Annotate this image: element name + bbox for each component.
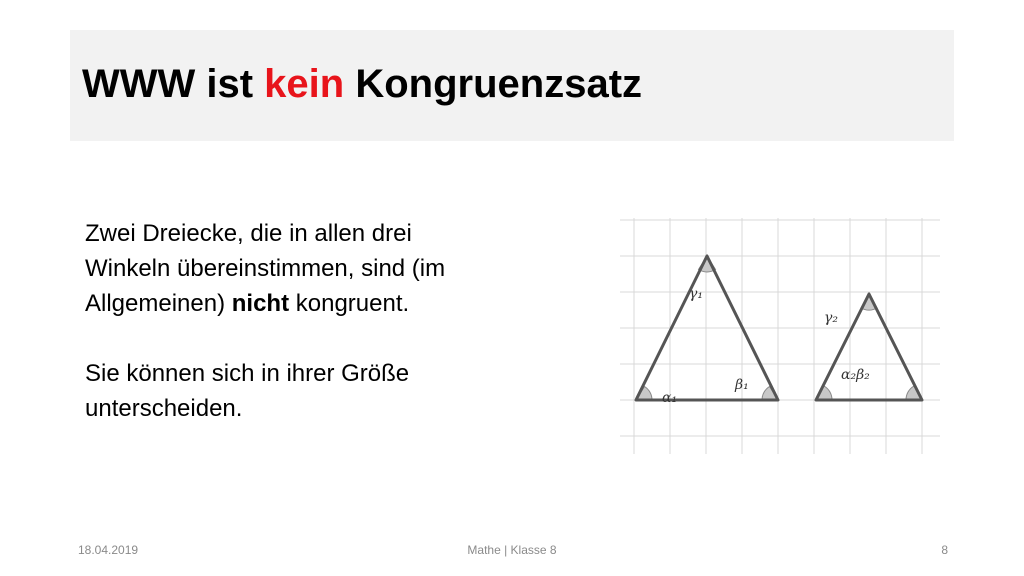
title-band [70, 30, 954, 141]
body-line-4: Sie können sich in ihrer Größe [85, 360, 410, 387]
label-gamma2: γ₂ [824, 310, 838, 326]
body-line-2: Winkeln übereinstimmen, sind (im [85, 255, 446, 282]
body-line-3-end: kongruent. [289, 290, 410, 317]
page-number: 8 [941, 543, 948, 557]
paragraph-gap [85, 321, 585, 356]
footer-subject: Mathe | Klasse 8 [467, 543, 557, 557]
triangle-diagram [620, 218, 940, 454]
body-line-3-start: Allgemeinen) [85, 290, 232, 317]
title-part2: Kongruenzsatz [344, 62, 643, 106]
title-highlight: kein [264, 62, 345, 106]
label-alpha1: α₁ [662, 390, 678, 406]
label-gamma1: γ₁ [689, 286, 703, 302]
footer-date: 18.04.2019 [78, 543, 139, 557]
body-text [85, 216, 585, 426]
label-beta1: β₁ [735, 377, 749, 393]
label-alpha2-beta2: α₂β₂ [841, 367, 870, 383]
body-line-5: unterscheiden. [85, 395, 243, 422]
slide-title [82, 60, 642, 108]
title-part1: WWW ist [82, 62, 265, 106]
body-emphasis-nicht: nicht [231, 290, 290, 317]
body-line-3 [85, 286, 585, 321]
body-line-1: Zwei Dreiecke, die in allen drei [85, 220, 412, 247]
triangle-figure [620, 218, 940, 454]
